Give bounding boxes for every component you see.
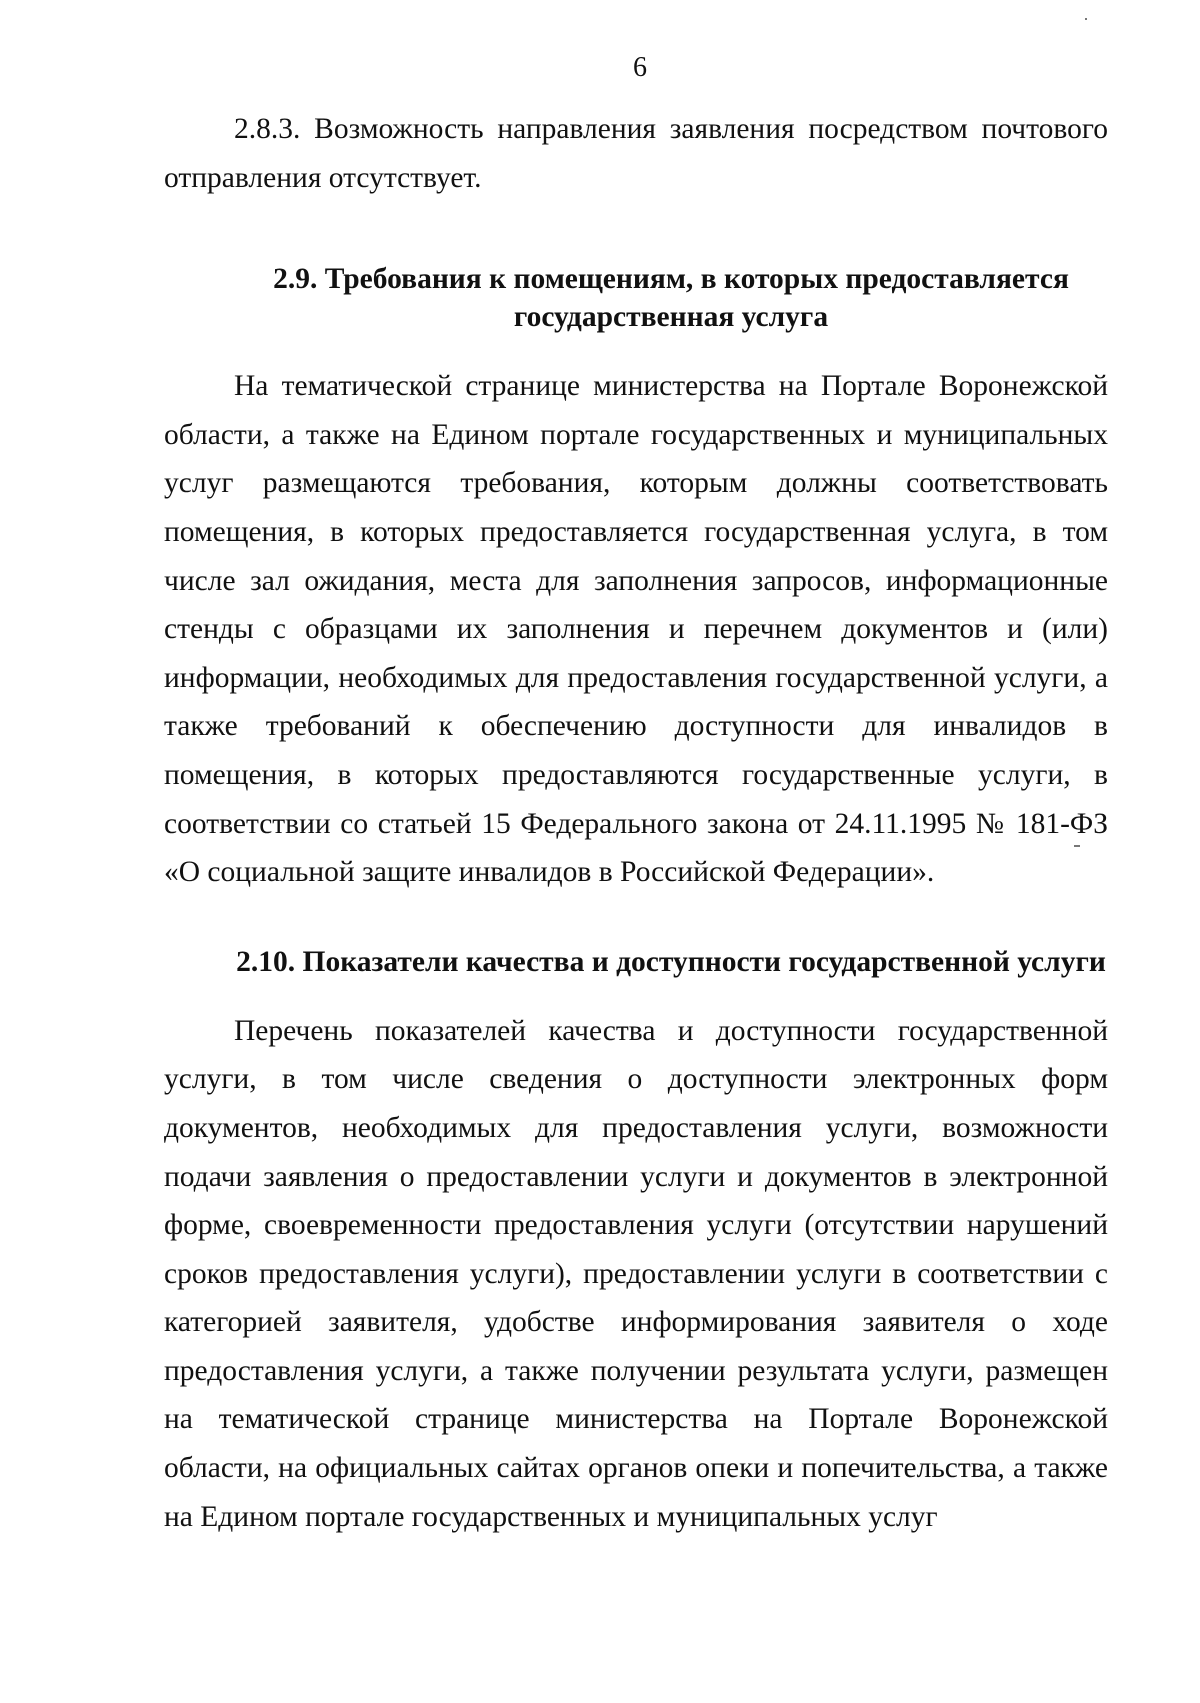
page-number: 6 (633, 52, 647, 83)
scan-speck (1074, 845, 1080, 847)
heading-2-9: 2.9. Требования к помещениям, в которых предоставляется государственная услуга (273, 263, 1069, 334)
paragraph-2-10: Перечень показателей качества и доступности государственной услуги, в том числе сведения о доступности электронных форм документов, необходимых для предоставления услуги, возможности подачи заявления о предоставлении услуги и документов в электронной форме, своевременности предоставления услуги (отсутствии нарушений сроков предоставления услуги), предоставлении услуги в соответствии с категорией заявителя, удобстве информирования заявителя о ходе предоставления услуги, а также получении результата услуги, размещен на тематической странице министерства на Портале Воронежской области, на официальных сайтах органов опеки и попечительства, а также на Едином портале государственных и муниципальных услуг (164, 1014, 1108, 1533)
heading-2-10: 2.10. Показатели качества и доступности государственной услуги (236, 945, 1106, 978)
paragraph-2-9: На тематической странице министерства на Портале Воронежской области, а также на Едином портале государственных и муниципальных услуг размещаются требования, которым должны соответствовать помещения, в которых предоставляется государственная услуга, в том числе зал ожидания, места для заполнения запросов, информационные стенды с образцами их заполнения и перечнем документов и (или) информации, необходимых для предоставления государственной услуги, а также требований к обеспечению доступности для инвалидов в помещения, в которых предоставляются государственные услуги, в соответствии со статьей 15 Федерального закона от 24.11.1995 № 181-ФЗ «О социальной защите инвалидов в Российской Федерации». (164, 370, 1108, 889)
document-body (164, 105, 1108, 1541)
scan-speck (1085, 18, 1087, 20)
paragraph-2-8-3: 2.8.3. Возможность направления заявления посредством почтового отправления отсутствует. (164, 113, 1108, 194)
